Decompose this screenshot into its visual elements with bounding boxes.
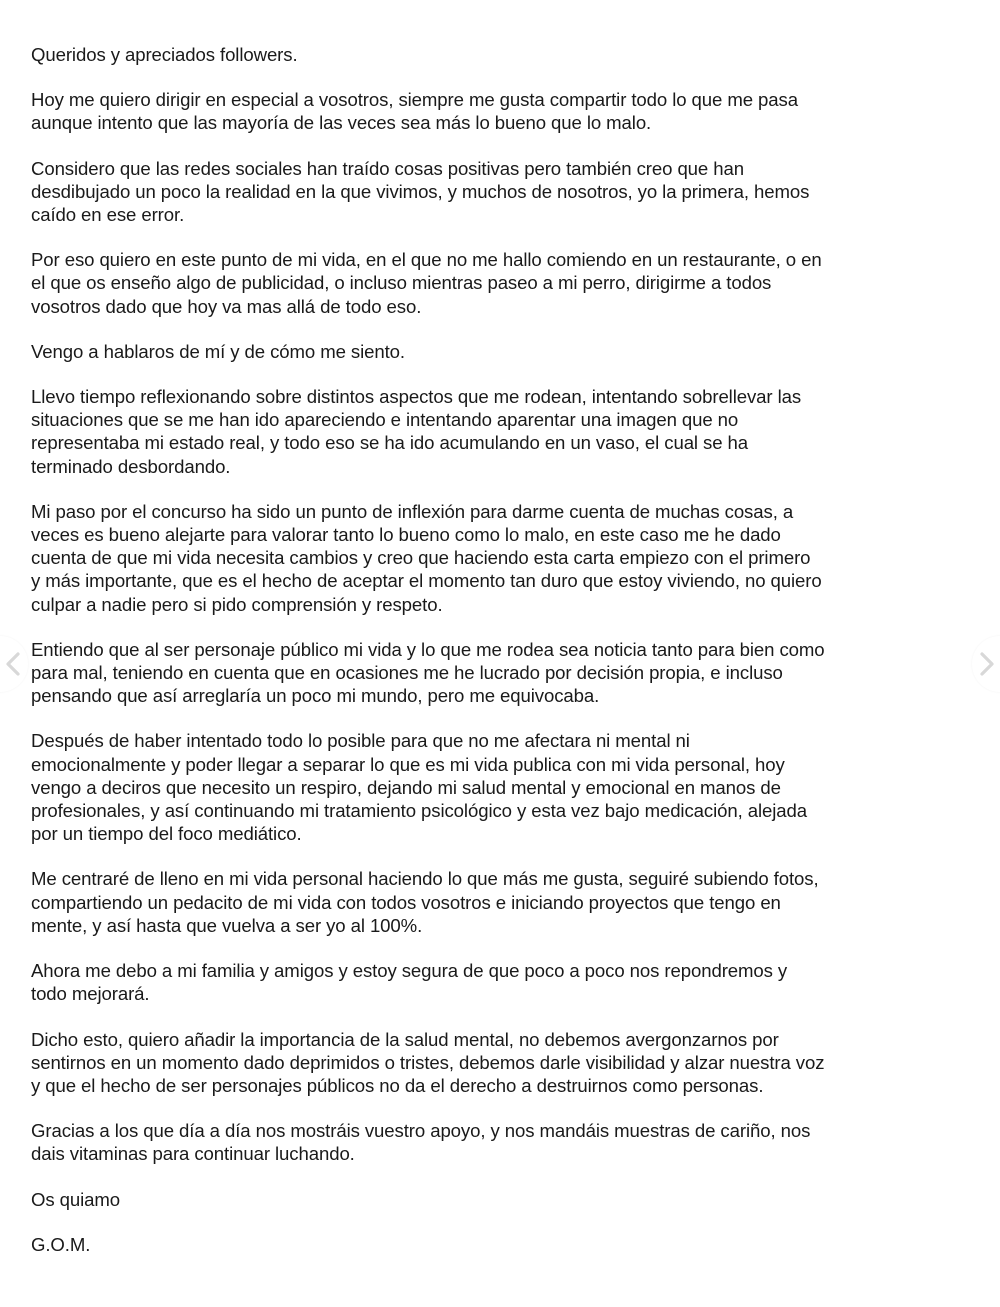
letter-paragraph: Mi paso por el concurso ha sido un punto de inflexión para darme cuenta de muchas cosas, a veces es bueno alejarte para valorar tanto lo bueno como lo malo, en este caso me he dado cuenta de que mi vida necesita cambios y creo que haciendo esta carta empiezo con el primero y más importante, que es el hecho de aceptar el momento tan duro que estoy viviendo, no quiero culpar a nadie pero si pido comprensión y respeto. — [31, 500, 822, 615]
letter-paragraph: Vengo a hablaros de mí y de cómo me siento. — [31, 340, 405, 362]
letter-paragraph: Llevo tiempo reflexionando sobre distintos aspectos que me rodean, intentando sobrellevar las situaciones que se me han ido apareciendo e intentando aparentar una imagen que no representaba mi estado real, y todo eso se ha ido acumulando en un vaso, el cual se ha terminado desbordando. — [31, 386, 802, 477]
chevron-left-icon — [4, 651, 22, 677]
letter-paragraph: Considero que las redes sociales han traído cosas positivas pero también creo que han desdibujado un poco la realidad en la que vivimos, y muchos de nosotros, yo la primera, hemos caído en ese error. — [31, 157, 810, 226]
letter-greeting: Queridos y apreciados followers. — [31, 44, 298, 65]
letter-paragraph: Por eso quiero en este punto de mi vida, en el que no me hallo comiendo en un restaurante, o en el que os enseño algo de publicidad, o incluso mientras paseo a mi perro, dirigirme a todos vosotros dado que hoy va mas allá de todo eso. — [31, 249, 822, 317]
letter-paragraph: Me centraré de lleno en mi vida personal haciendo lo que más me gusta, seguiré subiendo fotos, compartiendo un pedacito de mi vida con todos vosotros e iniciando proyectos que tengo en mente, y así hasta que vuelva a ser yo al 100%. — [31, 868, 819, 936]
letter-paragraph: Entiendo que al ser personaje público mi vida y lo que me rodea sea noticia tanto para bien como para mal, teniendo en cuenta que en ocasiones me he lucrado por decisión propia, e incluso pensando que así arreglaría un poco mi mundo, pero me equivocaba. — [31, 638, 825, 707]
letter-paragraph: Dicho esto, quiero añadir la importancia de la salud mental, no debemos avergonzarnos por sentirnos en un momento dado deprimidos o tristes, debemos darle visibilidad y alzar nuestra voz y que el hecho de ser personajes públicos no da el derecho a destruirnos como personas. — [31, 1028, 825, 1096]
letter-paragraph: Ahora me debo a mi familia y amigos y estoy segura de que poco a poco nos repondremos y todo mejorará. — [31, 960, 788, 1005]
chevron-right-icon — [978, 651, 996, 677]
letter-paragraph: Hoy me quiero dirigir en especial a vosotros, siempre me gusta compartir todo lo que me pasa aunque intento que las mayoría de las veces sea más lo bueno que lo malo. — [31, 89, 798, 134]
letter-signature: G.O.M. — [31, 1233, 91, 1255]
letter-paragraph: Después de haber intentado todo lo posible para que no me afectara ni mental ni emocionalmente y poder llegar a separar lo que es mi vida publica con mi vida personal, hoy vengo a deciros que necesito un respiro, dejando mi salud mental y emocional en manos de profesionales, y así continuando mi tratamiento psicológico y esta vez bajo medicación, alejada por un tiempo del foco mediático. — [31, 730, 808, 845]
letter-closing: Os quiamo — [31, 1188, 121, 1210]
letter-paragraph: Gracias a los que día a día nos mostráis vuestro apoyo, y nos mandáis muestras de cariño, nos dais vitaminas para continuar luchando. — [31, 1120, 811, 1165]
